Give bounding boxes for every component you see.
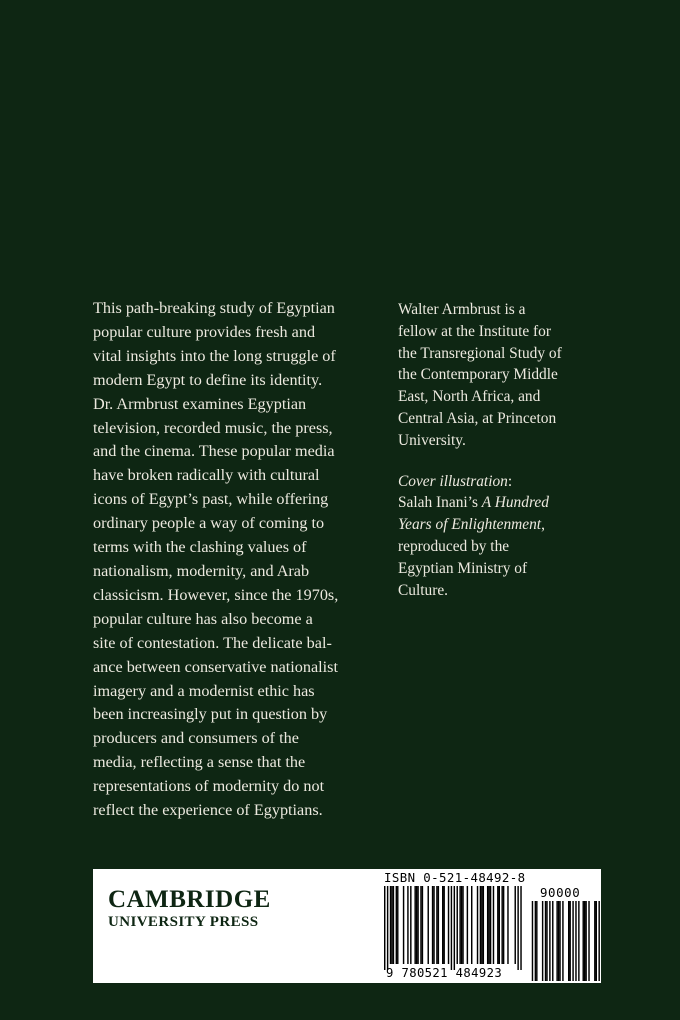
addon-bar (583, 901, 584, 981)
publisher-logo (108, 886, 271, 931)
barcode-bar (420, 886, 421, 964)
addon-bar (568, 901, 569, 981)
addon-bar (536, 901, 537, 981)
barcode-bar (384, 886, 385, 970)
description-line: imagery and a modernist ethic has (93, 681, 315, 700)
description-line: modern Egypt to define its identity. (93, 370, 323, 389)
description-line: producers and consumers of the (93, 729, 299, 748)
cover-credit-colon: : (507, 472, 513, 490)
author-bio (398, 299, 638, 601)
bio-line: Central Asia, at Princeton (398, 409, 557, 427)
barcode-bar (517, 886, 518, 970)
description-line: popular culture provides fresh and (93, 322, 316, 341)
addon-bar (578, 901, 579, 981)
barcode-bar (503, 886, 504, 964)
barcode-bar (501, 886, 502, 964)
addon-bar (546, 901, 547, 981)
description-line: representations of modernity do not (93, 777, 325, 796)
description-line: icons of Egypt’s past, while offering (93, 490, 329, 509)
barcode-bar (443, 886, 444, 964)
price-code: 90000 (540, 885, 581, 900)
barcode-bar (417, 886, 418, 964)
barcode-bar (467, 886, 468, 964)
addon-bar (545, 901, 546, 981)
cover-artwork-title-1: A Hundred (481, 494, 549, 512)
cover-credit-artist: Salah Inani’s (398, 494, 482, 512)
description-line: site of contestation. The delicate bal- (93, 633, 332, 652)
barcode-bar (422, 886, 423, 964)
addon-bar (596, 901, 597, 981)
description-line: and the cinema. These popular media (93, 442, 335, 461)
barcode-bar (390, 886, 391, 964)
bio-line: the Contemporary Middle (398, 366, 558, 384)
barcode-bar (515, 886, 516, 964)
barcode-digits: 9 780521 484923 (386, 966, 503, 980)
cover-illustration-credit (398, 471, 638, 602)
addon-bar (575, 901, 576, 981)
barcode-bar (488, 886, 489, 964)
barcode-bar (407, 886, 408, 964)
publisher-footer (93, 869, 601, 983)
barcode-bar (454, 886, 455, 970)
barcode-bar (410, 886, 411, 964)
description-line: been increasingly put in question by (93, 705, 328, 724)
description-line: reflect the experience of Egyptians. (93, 801, 323, 820)
barcode-bar (403, 886, 404, 964)
barcode-bar (520, 886, 521, 970)
bio-line: Walter Armbrust is a (398, 301, 526, 318)
barcode-bar (432, 886, 433, 964)
barcode-bar (457, 886, 458, 964)
bio-line: the Transregional Study of (398, 344, 562, 362)
barcode-bar (497, 886, 498, 964)
barcode-bar (461, 886, 462, 964)
barcode-bar (471, 886, 472, 964)
barcode-bar (448, 886, 449, 964)
addon-bar (588, 901, 589, 981)
barcode-bar (414, 886, 415, 964)
barcode-bar (391, 886, 392, 964)
addon-bar (535, 901, 536, 981)
addon-bar (559, 901, 560, 981)
addon-bar (542, 901, 543, 981)
barcode-bar (451, 886, 452, 970)
barcode-bar (499, 886, 500, 964)
addon-bar (569, 901, 570, 981)
isbn-number: ISBN 0-521-48492-8 (384, 870, 526, 885)
barcode-bar (397, 886, 398, 964)
barcode-bar (436, 886, 437, 964)
bio-line: East, North Africa, and (398, 388, 541, 406)
addon-bar (584, 901, 585, 981)
addon-bar (549, 901, 550, 981)
cover-credit-comma: , (541, 516, 545, 534)
cover-artwork-title-2: Years of Enlightenment (398, 516, 542, 534)
cover-credit-label: Cover illustration (398, 472, 508, 490)
bio-line: fellow at the Institute for (398, 322, 552, 340)
barcode-bar (396, 886, 397, 964)
addon-bar (532, 901, 533, 981)
addon-bar (594, 901, 595, 981)
description-line: ordinary people a way of coming to (93, 514, 325, 533)
bio-line: University. (398, 431, 466, 449)
description-line: classicism. However, since the 1970s, (93, 585, 339, 604)
barcode-bar (493, 886, 494, 964)
description-line: have broken radically with cultural (93, 466, 320, 485)
description-line: television, recorded music, the press, (93, 418, 333, 437)
barcode-bar (416, 886, 417, 964)
barcode-bar (477, 886, 478, 964)
description-line: ance between conservative nationalist (93, 657, 338, 676)
description-line: vital insights into the long struggle of (93, 346, 336, 365)
barcode-bar (490, 886, 491, 964)
addon-bar (562, 901, 563, 981)
description-line: This path-breaking study of Egyptian (93, 299, 335, 317)
cover-credit-line: reproduced by the (398, 537, 510, 555)
barcode-bar (442, 886, 443, 964)
description-line: popular culture has also become a (93, 609, 313, 628)
isbn-barcode (380, 869, 601, 983)
barcode-bar (433, 886, 434, 964)
addon-bar (558, 901, 559, 981)
description-line: Dr. Armbrust examines Egyptian (93, 394, 307, 413)
publisher-name: CAMBRIDGE (108, 886, 271, 913)
cover-credit-line (398, 514, 638, 536)
book-description (93, 297, 378, 823)
barcode-bar (487, 886, 488, 964)
barcode-bar (387, 886, 388, 970)
barcode-bar (459, 886, 460, 964)
cover-credit-line: Egyptian Ministry of (398, 559, 528, 577)
barcode-bar (480, 886, 481, 964)
addon-bar (585, 901, 586, 981)
description-line: nationalism, modernity, and Arab (93, 561, 310, 580)
addon-bar (572, 901, 573, 981)
barcode-bar (483, 886, 484, 964)
cover-credit-line: Culture. (398, 581, 449, 599)
addon-bar (552, 901, 553, 981)
barcode-bar (438, 886, 439, 964)
publisher-subname: UNIVERSITY PRESS (108, 914, 259, 930)
barcode-bar (507, 886, 508, 964)
addon-bar (556, 901, 557, 981)
description-line: terms with the clashing values of (93, 538, 307, 557)
barcode-bar (462, 886, 463, 964)
cover-credit-line (398, 492, 638, 514)
addon-bar (598, 901, 599, 981)
barcode-bar (393, 886, 394, 964)
cover-credit-line (398, 471, 638, 493)
barcode-bar (428, 886, 429, 964)
description-line: media, reflecting a sense that the (93, 753, 306, 772)
barcode-bar (481, 886, 482, 964)
